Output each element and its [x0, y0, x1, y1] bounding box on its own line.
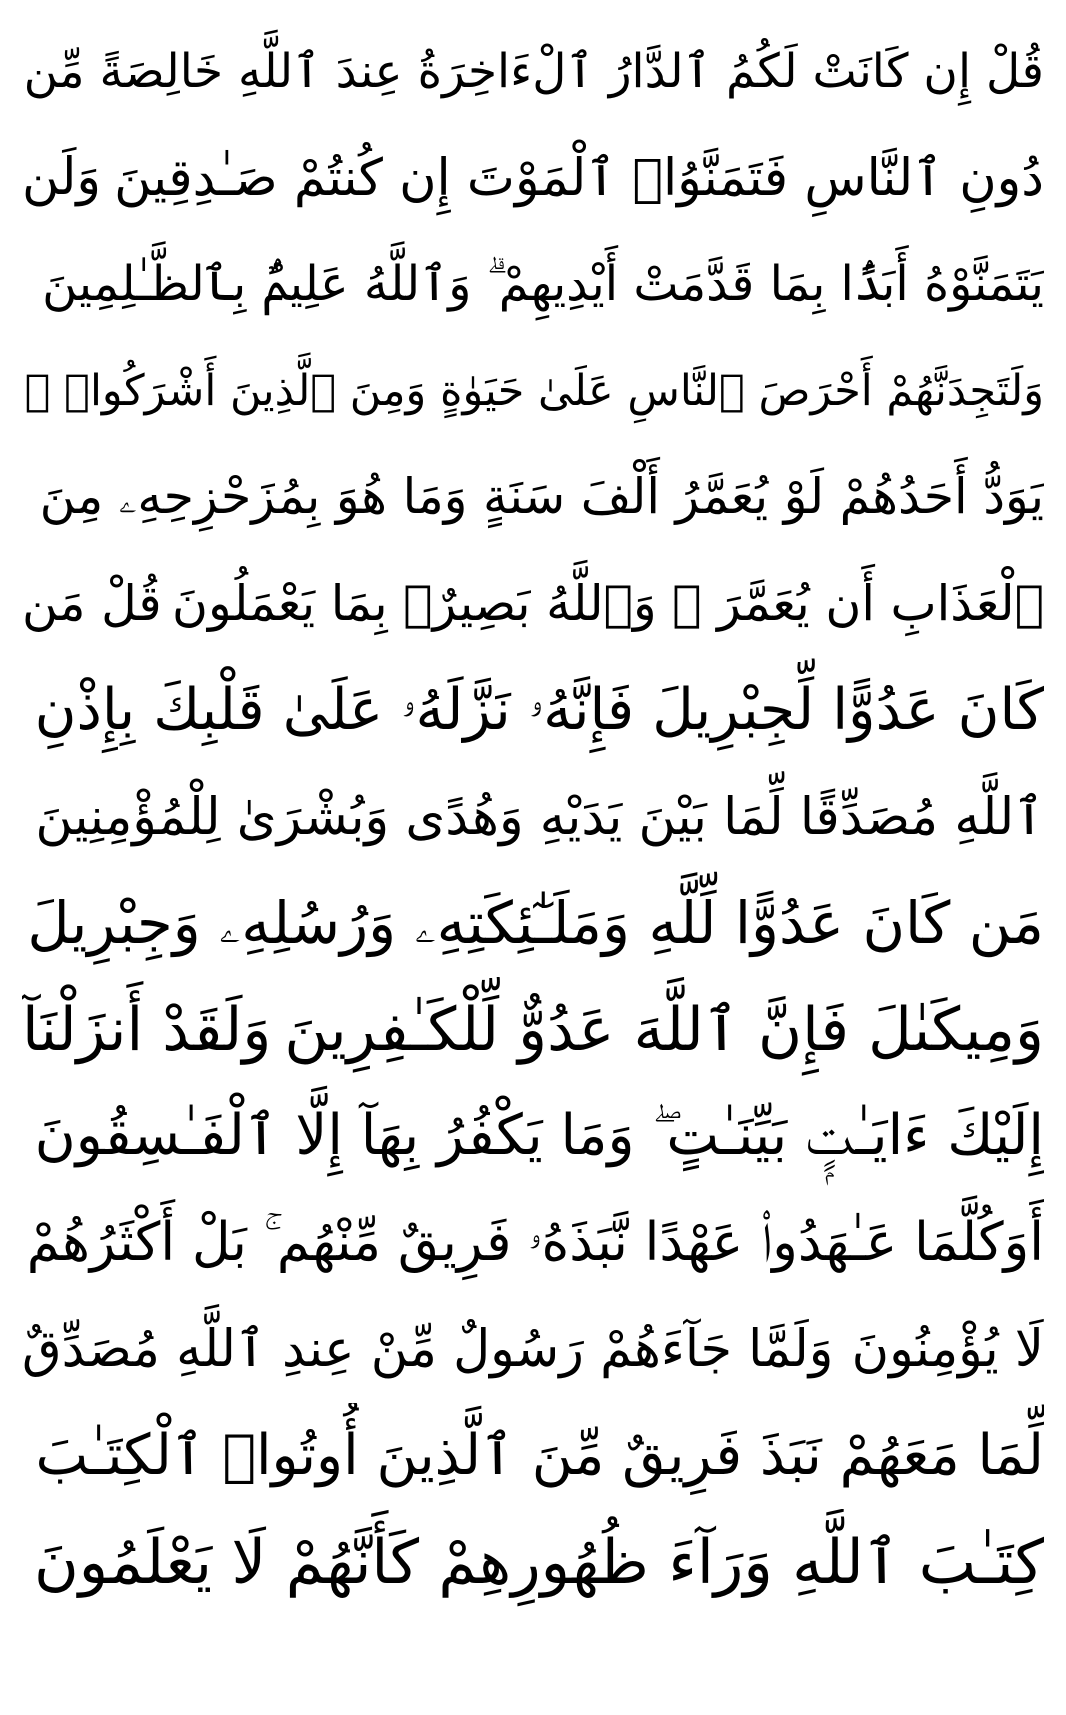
- verse-line: [22, 977, 1044, 1084]
- verse-text: لَا يُؤْمِنُونَ: [851, 1319, 1044, 1379]
- verse-line: [22, 551, 1044, 658]
- verse-text: وَمِيكَىٰلَ فَإِنَّ ٱللَّهَ عَدُوٌّ لِّلْكَـٰفِرِينَ: [284, 994, 1044, 1065]
- verse-line: [22, 338, 1044, 445]
- verse-text: ٱللَّهِ مُصَدِّقًا لِّمَا بَيْنَ يَدَيْهِ وَهُدًى وَبُشْرَىٰ لِلْمُؤْمِنِينَ: [35, 787, 1044, 847]
- verse-line: [22, 1296, 1044, 1403]
- verse-line: [22, 1083, 1044, 1190]
- verse-text: لِّمَا مَعَهُمْ نَبَذَ فَرِيقٌ مِّنَ ٱلَّذِينَ أُوتُوا۟ ٱلْكِتَـٰبَ: [35, 1423, 1044, 1489]
- verse-text: إِلَيْكَ ءَايَـٰتٍۭ بَيِّنَـٰتٍ ۖ وَمَا يَكْفُرُ بِهَآ إِلَّا ٱلْفَـٰسِقُونَ: [34, 1103, 1044, 1169]
- verse-text: وَلَقَدْ أَنزَلْنَآ: [22, 994, 272, 1065]
- verse-line: [22, 1190, 1044, 1297]
- verse-line: [22, 657, 1044, 764]
- verse-text: كَانَ عَدُوًّا لِّجِبْرِيلَ فَإِنَّهُۥ نَزَّلَهُۥ عَلَىٰ قَلْبِكَ بِإِذْنِ: [34, 676, 1044, 743]
- verse-line: [22, 764, 1044, 871]
- verse-text: دُونِ ٱلنَّاسِ فَتَمَنَّوُا۟ ٱلْمَوْتَ إِن كُنتُمْ صَـٰدِقِينَ: [114, 148, 1044, 208]
- verse-lines: [22, 18, 1044, 1616]
- verse-line: [22, 870, 1044, 977]
- verse-line: [22, 125, 1044, 232]
- verse-text: وَلَتَجِدَنَّهُمْ أَحْرَصَ ٱلنَّاسِ عَلَىٰ حَيَوٰةٍ وَمِنَ ٱلَّذِينَ أَشْرَكُوا۟ ۚ: [24, 365, 1044, 416]
- verse-line: [22, 18, 1044, 125]
- verse-line: [22, 231, 1044, 338]
- verse-text: قُلْ مَن: [22, 575, 162, 633]
- verse-text: قُلْ إِن كَانَتْ لَكُمُ ٱلدَّارُ ٱلْءَاخِرَةُ عِندَ ٱللَّهِ خَالِصَةً مِّن: [23, 43, 1044, 99]
- verse-text: وَلَن: [22, 148, 101, 208]
- verse-line: [22, 444, 1044, 551]
- verse-text: يَتَمَنَّوْهُ أَبَدًۢا بِمَا قَدَّمَتْ أَيْدِيهِمْ ۗ وَٱللَّهُ عَلِيمٌۢ بِٱلظَّـٰلِمِينَ: [42, 255, 1044, 312]
- verse-text: كِتَـٰبَ ٱللَّهِ وَرَآءَ ظُهُورِهِمْ كَأَنَّهُمْ لَا يَعْلَمُونَ: [33, 1526, 1044, 1598]
- verse-text: مَن كَانَ عَدُوًّا لِّلَّهِ وَمَلَـٰٓئِكَتِهِۦ وَرُسُلِهِۦ وَجِبْرِيلَ: [27, 888, 1044, 957]
- verse-line: [22, 1509, 1044, 1616]
- verse-text: يَوَدُّ أَحَدُهُمْ لَوْ يُعَمَّرُ أَلْفَ سَنَةٍ وَمَا هُوَ بِمُزَحْزِحِهِۦ مِنَ: [39, 468, 1044, 526]
- verse-text: ٱلْعَذَابِ أَن يُعَمَّرَ ۗ وَٱللَّهُ بَصِيرٌۢ بِمَا يَعْمَلُونَ: [172, 575, 1044, 633]
- verse-text: وَلَمَّا جَآءَهُمْ رَسُولٌ مِّنْ عِندِ ٱللَّهِ مُصَدِّقٌ: [22, 1320, 834, 1380]
- verse-text: أَوَكُلَّمَا عَـٰهَدُوا۟ عَهْدًا نَّبَذَهُۥ فَرِيقٌ مِّنْهُم ۚ بَلْ أَكْثَرُهُمْ: [26, 1211, 1044, 1273]
- verse-line: [22, 1403, 1044, 1510]
